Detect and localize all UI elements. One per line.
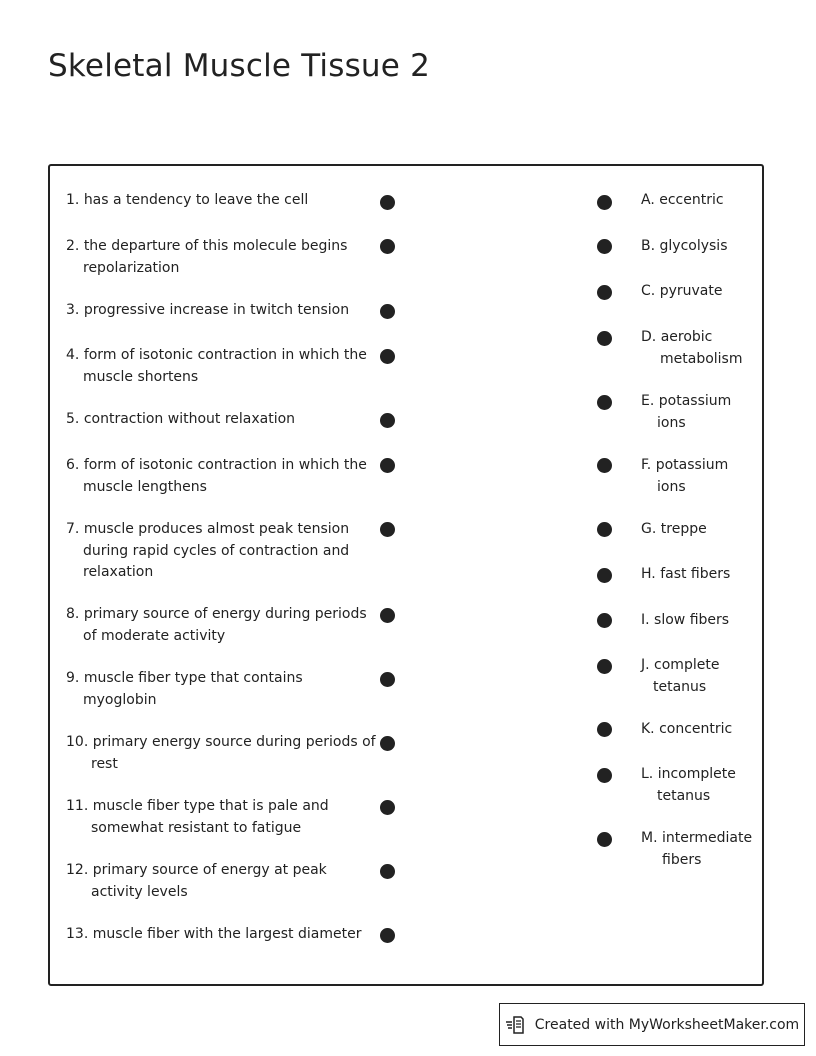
question-10: 10. primary energy source during periods of rest (66, 734, 376, 772)
question-4: 4. form of isotonic contraction in which the muscle shortens (66, 347, 367, 385)
answer-c: C. pyruvate (641, 283, 723, 299)
question-dot-6[interactable] (380, 458, 395, 473)
answer-f: F. potassium ions (641, 457, 729, 495)
question-dot-10[interactable] (380, 736, 395, 751)
question-dot-2[interactable] (380, 239, 395, 254)
question-13: 13. muscle fiber with the largest diameter (66, 926, 362, 942)
answer-l: L. incomplete tetanus (641, 766, 736, 804)
answer-dot-c[interactable] (597, 285, 612, 300)
question-dot-11[interactable] (380, 800, 395, 815)
worksheet-maker-logo-icon (505, 1015, 527, 1035)
question-dot-7[interactable] (380, 522, 395, 537)
answer-dot-i[interactable] (597, 613, 612, 628)
page-title: Skeletal Muscle Tissue 2 (48, 48, 431, 84)
answer-i: I. slow fibers (641, 612, 730, 628)
question-dot-8[interactable] (380, 608, 395, 623)
answer-m: M. intermediate fibers (641, 830, 753, 868)
answer-dot-a[interactable] (597, 195, 612, 210)
answer-k: K. concentric (641, 721, 733, 737)
answer-h: H. fast fibers (641, 566, 731, 582)
answer-dot-l[interactable] (597, 768, 612, 783)
answer-dot-b[interactable] (597, 239, 612, 254)
answer-j: J. complete tetanus (641, 657, 720, 695)
footer-text: Created with MyWorksheetMaker.com (534, 1016, 800, 1033)
answer-a: A. eccentric (641, 192, 724, 208)
answer-dot-j[interactable] (597, 659, 612, 674)
answer-dot-h[interactable] (597, 568, 612, 583)
answer-dot-g[interactable] (597, 522, 612, 537)
question-5: 5. contraction without relaxation (66, 411, 296, 427)
question-7: 7. muscle produces almost peak tension during rapid cycles of contraction and relaxation (66, 521, 350, 580)
answer-dot-f[interactable] (597, 458, 612, 473)
question-dot-12[interactable] (380, 864, 395, 879)
question-3: 3. progressive increase in twitch tension (66, 302, 350, 318)
question-dot-9[interactable] (380, 672, 395, 687)
answer-dot-k[interactable] (597, 722, 612, 737)
question-dot-5[interactable] (380, 413, 395, 428)
question-dot-3[interactable] (380, 304, 395, 319)
question-6: 6. form of isotonic contraction in which the muscle lengthens (66, 457, 367, 495)
question-1: 1. has a tendency to leave the cell (66, 192, 309, 208)
answer-dot-m[interactable] (597, 832, 612, 847)
question-12: 12. primary source of energy at peak activity levels (66, 862, 327, 900)
answer-b: B. glycolysis (641, 238, 728, 254)
question-9: 9. muscle fiber type that contains myoglobin (66, 670, 303, 708)
answer-dot-d[interactable] (597, 331, 612, 346)
answer-dot-e[interactable] (597, 395, 612, 410)
answer-g: G. treppe (641, 521, 707, 537)
question-2: 2. the departure of this molecule begins repolarization (66, 238, 348, 276)
answer-e: E. potassium ions (641, 393, 732, 431)
question-dot-1[interactable] (380, 195, 395, 210)
answer-d: D. aerobic metabolism (641, 329, 743, 367)
question-dot-4[interactable] (380, 349, 395, 364)
question-dot-13[interactable] (380, 928, 395, 943)
footer-credit[interactable] (499, 1003, 805, 1046)
question-11: 11. muscle fiber type that is pale and somewhat resistant to fatigue (66, 798, 329, 836)
question-8: 8. primary source of energy during periods of moderate activity (66, 606, 367, 644)
